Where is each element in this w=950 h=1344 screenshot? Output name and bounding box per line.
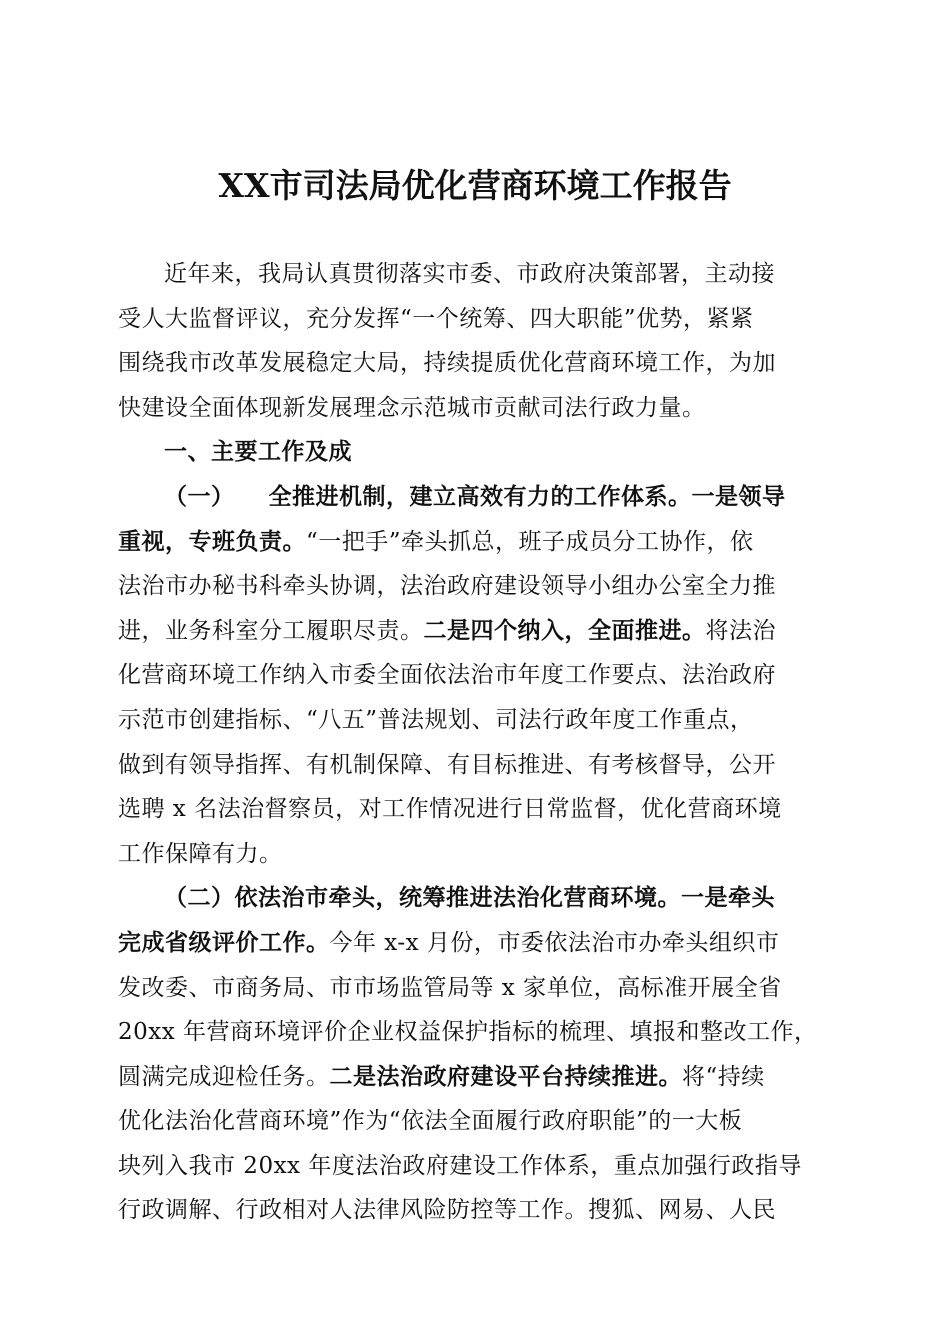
paragraph-line: 做到有领导指挥、有机制保障、有目标推进、有考核督导，公开 [118, 751, 776, 778]
paragraph-line: 示范市创建指标、“八五”普法规划、司法行政年度工作重点， [118, 706, 754, 733]
paragraph-line [118, 1055, 836, 1100]
paragraph-line: 化营商环境工作纳入市委全面依法治市年度工作要点、法治政府 [118, 662, 776, 689]
subsection-heading: （二）依法治市牵头，统筹推进法治化营商环境。一是牵头 [164, 884, 775, 912]
bold-lead: 重视，专班负责。 [118, 527, 306, 555]
subsection-number: （一） [164, 482, 235, 510]
paragraph-line: 块列入我市 20xx 年度法治政府建设工作体系，重点加强行政指导 [118, 1152, 802, 1179]
paragraph-text: 将法治 [705, 617, 776, 644]
paragraph-line: 法治市办秘书科牵头协调，法治政府建设领导小组办公室全力推 [118, 573, 776, 600]
paragraph-text: “一把手”牵头抓总，班子成员分工协作，依 [306, 528, 754, 555]
subsection-heading [118, 475, 836, 520]
bold-lead: 完成省级评价工作。 [118, 928, 330, 956]
bold-lead: 二是四个纳入，全面推进。 [423, 616, 706, 644]
paragraph-text: 圆满完成迎检任务。 [118, 1063, 330, 1090]
paragraph-line [118, 609, 836, 654]
paragraph-line: 发改委、市商务局、市市场监管局等 x 家单位，高标准开展全省 [118, 974, 782, 1001]
intro-line: 围绕我市改革发展稳定大局，持续提质优化营商环境工作，为加 [118, 350, 776, 377]
paragraph-text: 将“持续 [682, 1063, 765, 1090]
section-heading: 一、主要工作及成 [164, 438, 352, 466]
paragraph-line: 工作保障有力。 [118, 840, 283, 867]
document-body [118, 252, 836, 1233]
paragraph-text: 进，业务科室分工履职尽责。 [118, 617, 424, 644]
paragraph-line: 选聘 x 名法治督察员，对工作情况进行日常监督，优化营商环境 [118, 796, 782, 823]
intro-line: 近年来，我局认真贯彻落实市委、市政府决策部署，主动接 [164, 261, 775, 287]
paragraph-line: 行政调解、行政相对人法律风险防控等工作。搜狐、网易、人民 [118, 1197, 776, 1224]
subsection-heading-text: 全推进机制，建立高效有力的工作体系。一是领导 [268, 482, 786, 510]
document-title: XX市司法局优化营商环境工作报告 [218, 166, 732, 205]
paragraph-text: 今年 x-x 月份，市委依法治市办牵头组织市 [329, 929, 780, 956]
bold-lead: 二是法治政府建设平台持续推进。 [329, 1062, 682, 1090]
paragraph-line [118, 921, 836, 966]
paragraph-line: 20xx 年营商环境评价企业权益保护指标的梳理、填报和整改工作， [118, 1019, 818, 1046]
intro-line: 快建设全面体现新发展理念示范城市贡献司法行政力量。 [118, 394, 706, 421]
paragraph-line: 优化法治化营商环境”作为“依法全面履行政府职能”的一大板 [118, 1108, 743, 1135]
intro-line: 受人大监督评议，充分发挥“一个统筹、四大职能”优势，紧紧 [118, 305, 754, 332]
paragraph-line [118, 520, 836, 565]
